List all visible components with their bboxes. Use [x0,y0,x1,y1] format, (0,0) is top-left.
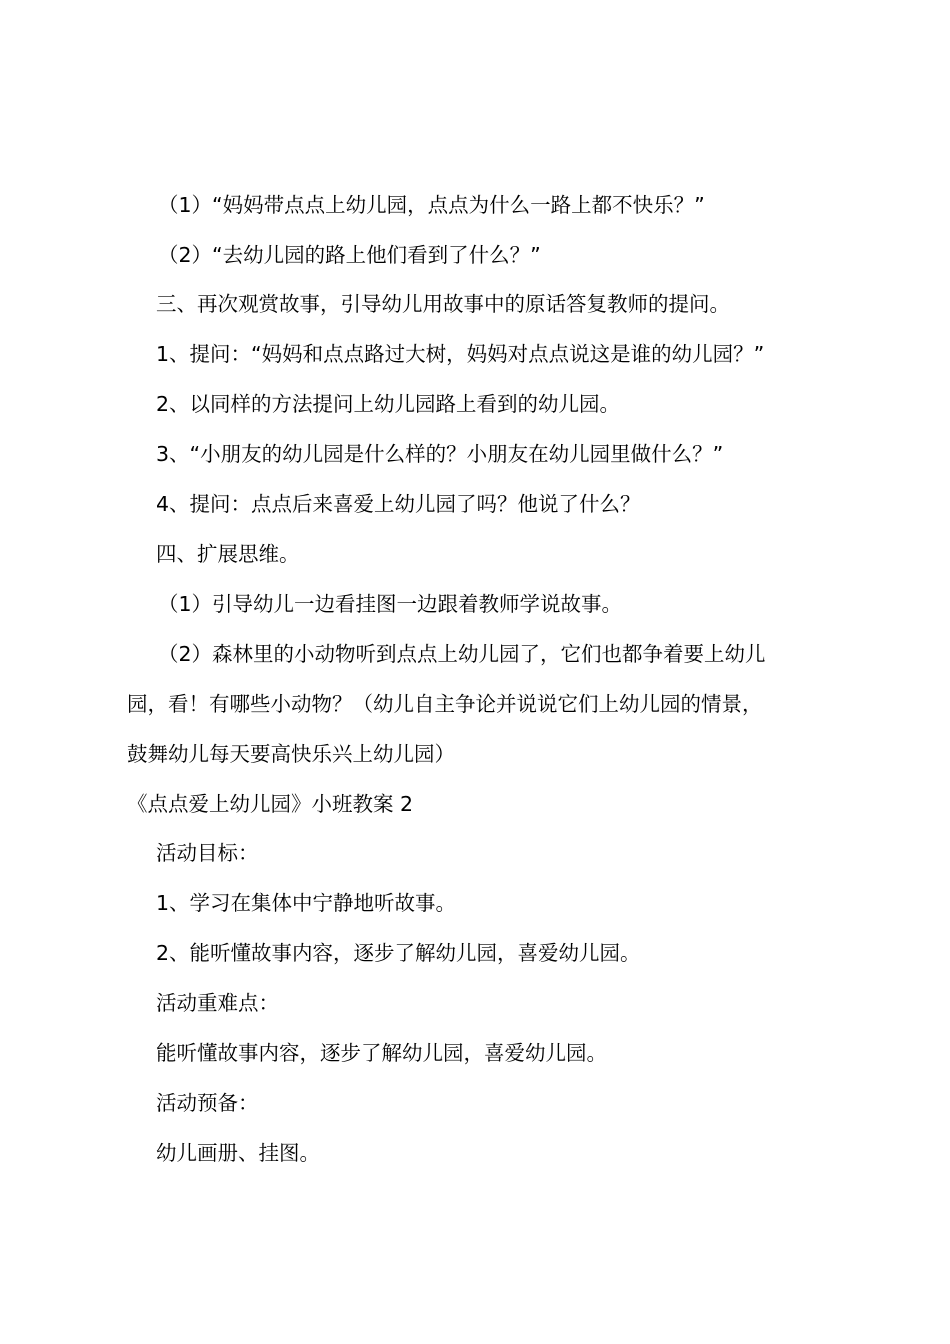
paragraph-line: 园，看！有哪些小动物？（幼儿自主争论并说说它们上幼儿园的情景， [127,692,763,716]
paragraph-line: 鼓舞幼儿每天要高快乐兴上幼儿园） [127,742,455,766]
paragraph-line: （2）“去幼儿园的路上他们看到了什么？” [158,243,541,267]
paragraph-line: 幼儿画册、挂图。 [156,1141,320,1165]
paragraph-line: 2、能听懂故事内容，逐步了解幼儿园，喜爱幼儿园。 [156,941,641,965]
document-title: 《点点爱上幼儿园》小班教案 2 [127,792,414,816]
paragraph-line: 4、提问：点点后来喜爱上幼儿园了吗？他说了什么？ [156,492,641,516]
paragraph-line: （1）引导幼儿一边看挂图一边跟着教师学说故事。 [158,592,623,616]
paragraph-line: 3、“小朋友的幼儿园是什么样的？小朋友在幼儿园里做什么？” [156,442,724,466]
paragraph-line: （2）森林里的小动物听到点点上幼儿园了，它们也都争着要上幼儿 [158,642,766,666]
paragraph-line: 1、提问：“妈妈和点点路过大树，妈妈对点点说这是谁的幼儿园？” [156,342,765,366]
paragraph-line: （1）“妈妈带点点上幼儿园，点点为什么一路上都不快乐？” [158,193,705,217]
paragraph-line: 1、学习在集体中宁静地听故事。 [156,891,457,915]
section-heading: 四、扩展思维。 [156,542,300,566]
section-heading: 活动重难点： [156,991,279,1015]
paragraph-line: 能听懂故事内容，逐步了解幼儿园，喜爱幼儿园。 [156,1041,607,1065]
section-heading: 活动预备： [156,1091,259,1115]
section-heading: 活动目标： [156,841,259,865]
paragraph-line: 2、以同样的方法提问上幼儿园路上看到的幼儿园。 [156,392,621,416]
section-heading: 三、再次观赏故事，引导幼儿用故事中的原话答复教师的提问。 [156,292,730,316]
